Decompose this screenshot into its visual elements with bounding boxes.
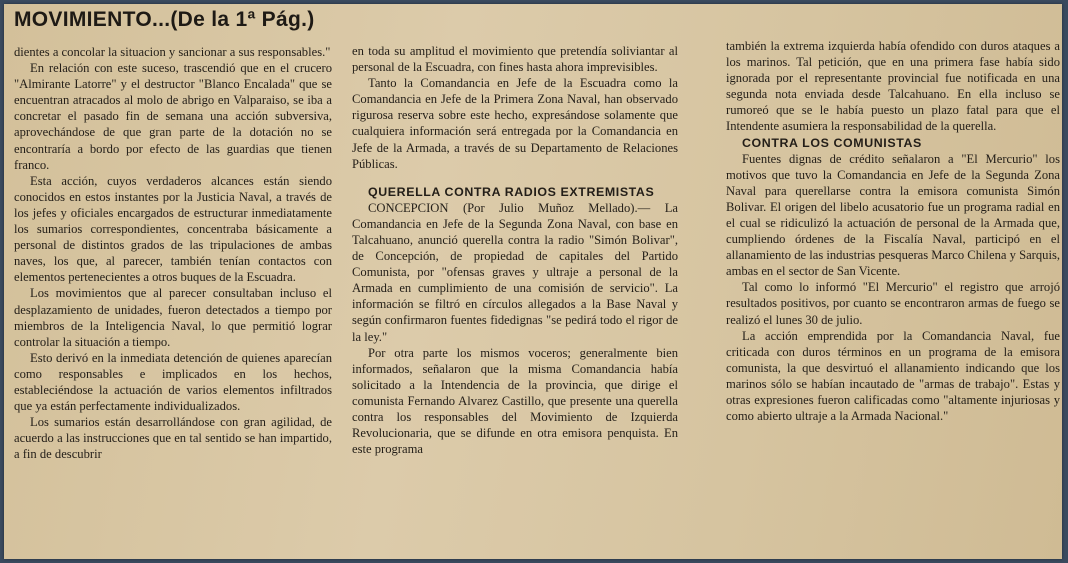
paragraph: Tanto la Comandancia en Jefe de la Escuadra como la Comandancia en Jefe de la Primera Zona Naval, han observado rigurosa reserva sobre este hecho, expresándose solamente que cualquiera información será entregada por la Comandancia en Jefe de la Armada, a través de su Departamento de Relaciones Públicas.: [352, 76, 678, 171]
paragraph: también la extrema izquierda había ofendido con duros ataques a los marinos. Tal petición, que en una primera fase había sido ignorada por el representante provincial fue notificada en una segunda nota enviada desde Talcahuano. En ella incluso se rumoreó que se le había puesto un plazo fatal para que el Intendente asumiera la responsabilidad de la querella.: [726, 39, 1060, 134]
paragraph: En relación con este suceso, trascendió que en el crucero "Almirante Latorre" y el destructor "Blanco Encalada" que se encuentran atracados al molo de abrigo en Valparaiso, se iba a concretar el pasado fin de semana una acción subversiva, aprovechándose de que gran parte de la dotación no se encontraría a bordo por efecto de las guardias que tienen franco.: [14, 61, 332, 172]
paragraph: Esto derivó en la inmediata detención de quienes aparecían como responsables e implicados en los hechos, estableciéndose la actuación de varios elementos infiltrados que ya están perfectamente individualizados.: [14, 350, 332, 414]
paragraph: La acción emprendida por la Comandancia Naval, fue criticada con duros términos en un programa de la emisora comunista, la que desvirtuó el allanamiento indicando que los marinos sólo se habían incautado de "armas de trabajo". Estas y otras expresiones fueron calificadas como "altamente injuriosas y como abierto ultraje a la Armada Nacional.": [726, 328, 1060, 424]
newspaper-clipping: [4, 4, 1062, 559]
section-subhead: QUERELLA CONTRA RADIOS EXTREMISTAS: [368, 184, 655, 199]
section-subhead: CONTRA LOS COMUNISTAS: [742, 135, 922, 150]
column-1: [14, 44, 332, 462]
column-2: [352, 43, 678, 457]
paragraph: Los movimientos que al parecer consultaban incluso el desplazamiento de unidades, fueron detectados a tiempo por miembros de la Inteligencia Naval, lo que permitió lograr controlar la situación a tiempo.: [14, 286, 332, 349]
paragraph: en toda su amplitud el movimiento que pretendía soliviantar al personal de la Escuadra, con fines hasta ahora imprevisibles.: [352, 44, 678, 75]
paragraph: Los sumarios están desarrollándose con gran agilidad, de acuerdo a las instrucciones que en tal sentido se han impartido, a fin de descubrir: [14, 415, 332, 462]
paragraph: Fuentes dignas de crédito señalaron a "El Mercurio" los motivos que tuvo la Comandancia en Jefe de la Segunda Zona Naval para querellarse contra la emisora comunista Simón Bolivar. El origen del libelo acusatorio fue un programa radial en el cual se ridiculizó la actuación de personal de la Armada que, cumpliendo órdenes de la Fiscalía Naval, participó en el allanamiento de las industrias pesqueras Marco Chilena y Sarquis, ambas en el sector de San Vicente.: [726, 151, 1060, 279]
paragraph: Por otra parte los mismos voceros; generalmente bien informados, señalaron que la misma Comandancia había solicitado a la Intendencia de la provincia, que dirige el comunista Fernando Alvarez Castillo, que presente una querella contra los responsables del Movimiento de Izquierda Revolucionaria, que se difunde en otra emisora penquista. En este programa: [352, 345, 678, 457]
headline: MOVIMIENTO...(De la 1ª Pág.): [14, 8, 315, 31]
paragraph: CONCEPCION (Por Julio Muñoz Mellado).— La Comandancia en Jefe de la Segunda Zona Naval, con base en Talcahuano, anunció querella contra la radio "Simón Bolivar", de Concepción, de propiedad de capitales del Partido Comunista, por "ofensas graves y ultraje a personal de la Armada en cumplimiento de una comisión de servicio". La información se filtró en círculos allegados a la Base Naval y según confirmaron fuentes fidedignas "se pedirá todo el rigor de la ley.": [352, 200, 678, 344]
column-3: [726, 38, 1060, 424]
paragraph: Esta acción, cuyos verdaderos alcances están siendo conocidos en estos instantes por la Justicia Naval, a través de los jefes y oficiales encargados de estructurar inmediatamente los sumarios correspondientes, concentraba básicamente a personal de distintos grados de las tripulaciones de ambas naves, los que, al parecer, también tenían contactos con elementos pertenecientes a otros buques de la Escuadra.: [14, 173, 332, 285]
paragraph: Tal como lo informó "El Mercurio" el registro que arrojó resultados positivos, por cuanto se encontraron armas de fuego se realizó el lunes 30 de julio.: [726, 280, 1060, 327]
paragraph: dientes a concolar la situacion y sancionar a sus responsables.": [14, 45, 331, 59]
